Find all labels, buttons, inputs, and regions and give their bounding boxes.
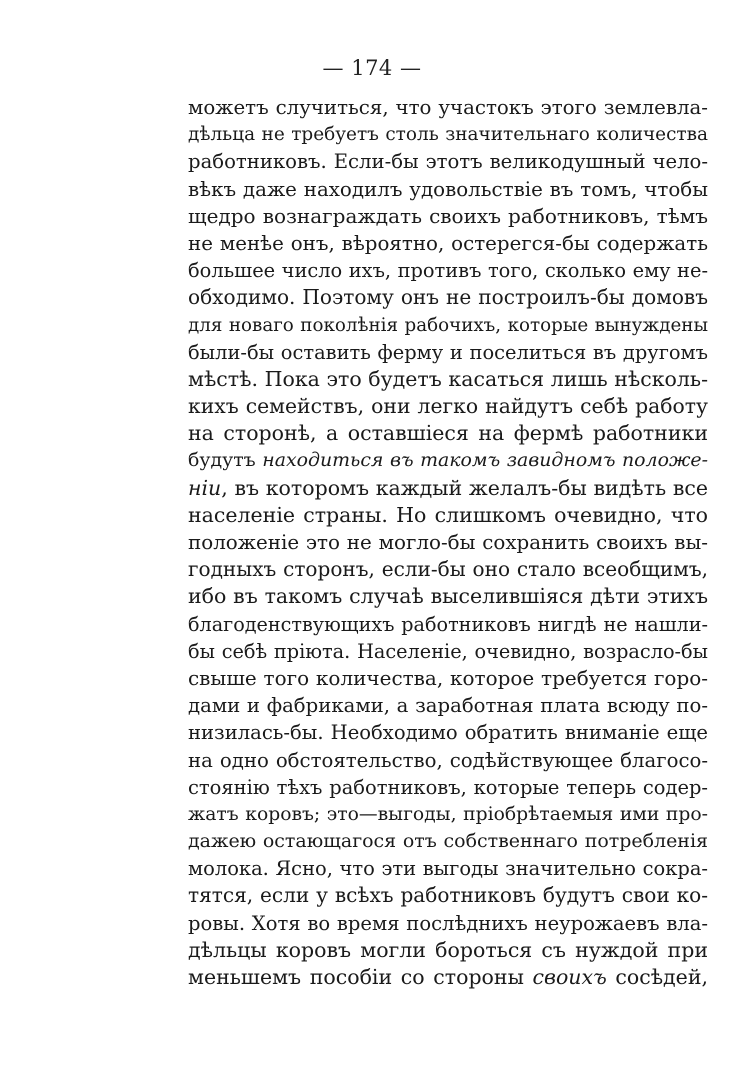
text-line <box>188 801 708 828</box>
text-line <box>188 828 708 855</box>
text-line <box>188 882 708 909</box>
text-segment: годныхъ сторонъ, если-бы оно стало всеобщимъ, <box>188 557 708 582</box>
text-segment: , въ которомъ каждый желалъ-бы видѣть все <box>221 475 708 500</box>
text-segment: можетъ случиться, что участокъ этого землевла- <box>188 96 708 119</box>
text-segment: сосѣдей, <box>606 965 708 989</box>
text-segment: бы себѣ пріюта. Населеніе, очевидно, возрасло-бы <box>188 639 708 663</box>
text-line <box>188 148 708 175</box>
text-segment: для новаго поколѣнія рабочихъ, которые вынуждены <box>188 314 708 336</box>
text-segment: кихъ семействъ, они легко найдутъ себѣ работу <box>188 394 708 419</box>
italic-text: своихъ <box>532 965 607 989</box>
text-segment: были-бы оставить ферму и поселиться въ другомъ <box>188 340 708 364</box>
text-segment: работниковъ. Если-бы этотъ великодушный чело- <box>188 150 708 174</box>
italic-text: ніи <box>188 475 222 500</box>
text-line <box>188 692 708 719</box>
text-segment: вѣкъ даже находилъ удовольствіе въ томъ, чтобы <box>188 177 708 201</box>
text-segment: дѣльца не требуетъ столь значительнаго количества <box>188 124 708 146</box>
text-line <box>188 257 708 284</box>
text-segment: свыше того количества, которое требуется горо- <box>188 665 708 690</box>
text-line <box>188 420 708 447</box>
page-number: — 174 — <box>322 56 422 80</box>
text-segment: меньшемъ пособіи со стороны <box>188 965 533 989</box>
text-segment: дѣльцы коровъ могли бороться съ нуждой при <box>188 937 708 962</box>
text-line <box>188 665 708 692</box>
text-line <box>188 475 708 502</box>
text-segment: обходимо. Поэтому онъ не построилъ-бы домовъ <box>188 285 708 310</box>
text-line <box>188 393 708 420</box>
text-line <box>188 230 708 257</box>
text-line <box>188 774 708 801</box>
text-line <box>188 284 708 311</box>
text-line <box>188 556 708 583</box>
text-segment: низилась-бы. Необходимо обратить вниманіе еще <box>188 721 708 745</box>
text-segment: щедро вознаграждать своихъ работниковъ, тѣмъ <box>188 203 708 228</box>
text-segment: ровы. Хотя во время послѣднихъ неурожаевъ вла- <box>188 911 708 935</box>
text-segment: населеніе страны. Но слишкомъ очевидно, что <box>188 502 708 527</box>
text-segment: на сторонѣ, а оставшіеся на фермѣ работники <box>188 421 708 446</box>
text-line <box>188 855 708 882</box>
text-segment: большее число ихъ, противъ того, сколько ему не- <box>188 259 708 283</box>
text-segment: молока. Ясно, что эти выгоды значительно сокра- <box>188 857 708 881</box>
text-line <box>188 502 708 529</box>
text-line <box>188 94 708 121</box>
text-segment: тятся, если у всѣхъ работниковъ будутъ свои ко- <box>188 883 708 908</box>
text-line <box>188 176 708 203</box>
text-line <box>188 719 708 746</box>
text-line <box>188 937 708 964</box>
text-segment: стоянію тѣхъ работниковъ, которые теперь содер- <box>188 775 708 799</box>
text-line <box>188 910 708 937</box>
text-line <box>188 529 708 556</box>
italic-text: находиться въ такомъ завидномъ положе- <box>262 449 708 472</box>
text-segment: ибо въ такомъ случаѣ выселившіяся дѣти этихъ <box>188 584 708 609</box>
text-line <box>188 203 708 230</box>
body-text <box>188 94 708 991</box>
text-line <box>188 366 708 393</box>
text-line <box>188 447 708 474</box>
text-segment: будутъ <box>188 449 263 472</box>
text-segment: положеніе это не могло-бы сохранить своихъ вы- <box>188 531 708 554</box>
text-line <box>188 339 708 366</box>
text-line <box>188 312 708 339</box>
text-segment: не менѣе онъ, вѣроятно, остерегся-бы содержать <box>188 231 708 255</box>
text-segment: мѣстѣ. Пока это будетъ касаться лишь нѣсколь- <box>188 366 708 391</box>
text-line <box>188 638 708 665</box>
text-segment: на одно обстоятельство, содѣйствующее благосо- <box>188 748 708 772</box>
text-line <box>188 583 708 610</box>
text-line <box>188 611 708 638</box>
text-line <box>188 964 708 991</box>
text-line <box>188 747 708 774</box>
text-segment: жатъ коровъ; это—выгоды, пріобрѣтаемыя ими про- <box>188 803 708 825</box>
text-segment: дами и фабриками, а заработная плата всюду по- <box>188 694 708 718</box>
text-segment: дажею остающагося отъ собственнаго потребленія <box>188 830 708 853</box>
text-line <box>188 121 708 148</box>
text-segment: благоденствующихъ работниковъ нигдѣ не нашли- <box>188 612 708 636</box>
